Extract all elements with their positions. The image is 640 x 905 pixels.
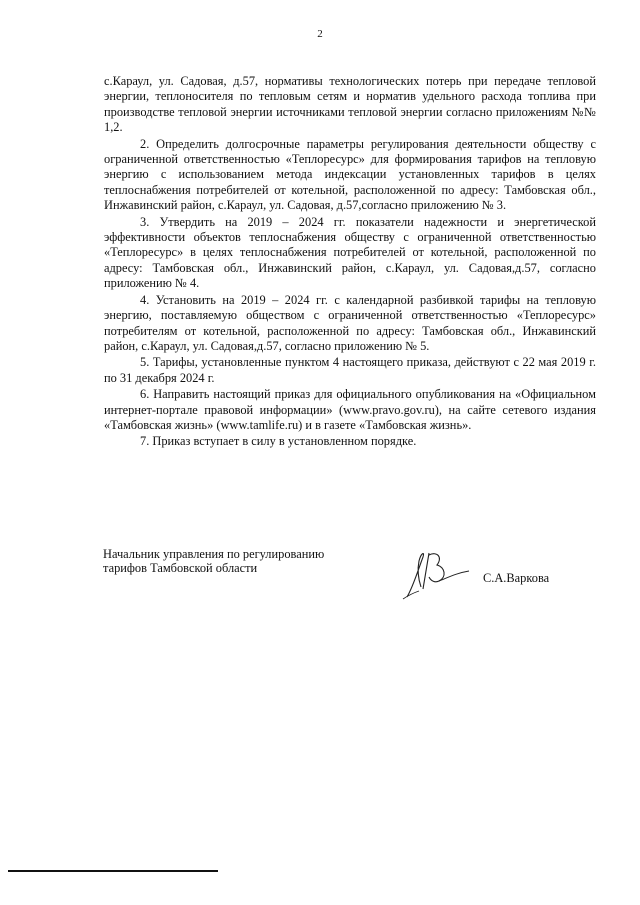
- signatory-title: [103, 547, 403, 575]
- paragraph-item-4: 4. Установить на 2019 – 2024 гг. с календарной разбивкой тарифы на тепловую энергию, поставляемую обществом с ограниченной ответственностью «Теплоресурс» потребителям от котельной, расположенной по адресу: Тамбовская обл., Инжавинский район, с.Караул, ул. Садовая,д.57, согласно приложению № 5.: [104, 292, 596, 353]
- paragraph-continuation: с.Караул, ул. Садовая, д.57, нормативы технологических потерь при передаче тепловой энергии, теплоносителя по тепловым сетям и норматив удельного расхода топлива при производстве тепловой энергии источниками тепловой энергии согласно приложениям №№ 1,2.: [104, 74, 596, 135]
- page-number: 2: [317, 28, 323, 40]
- paragraph-item-5: 5. Тарифы, установленные пунктом 4 настоящего приказа, действуют с 22 мая 2019 г. по 31 декабря 2024 г.: [104, 355, 596, 385]
- footer-rule: [8, 870, 218, 872]
- paragraph-item-3: 3. Утвердить на 2019 – 2024 гг. показатели надежности и энергетической эффективности объектов теплоснабжения обществу с ограниченной ответственностью «Теплоресурс» в целях теплоснабжения потребителей от котельной, расположенной по адресу: Тамбовская обл., Инжавинский район, с.Караул, ул. Садовая,д.57, согласно приложению № 4.: [104, 214, 596, 291]
- signatory-title-line-2: тарифов Тамбовской области: [103, 561, 258, 575]
- paragraph-item-6: 6. Направить настоящий приказ для официального опубликования на «Официальном интернет-портале правовой информации» (www.pravo.gov.ru), на сайте сетевого издания «Тамбовская жизнь» (www.tamlife.ru) и в газете «Тамбовская жизнь».: [104, 387, 596, 432]
- document-body: [104, 74, 596, 450]
- signatory-name: С.А.Варкова: [483, 571, 550, 585]
- handwritten-signature: [399, 547, 473, 601]
- signatory-title-line-1: Начальник управления по регулированию: [103, 547, 325, 561]
- paragraph-item-2: 2. Определить долгосрочные параметры регулирования деятельности обществу с ограниченной ответственностью «Теплоресурс» для формирования тарифов на тепловую энергию с использованием метода индексации установленных тарифов в целях теплоснабжения потребителей от котельной, расположенной по адресу: Тамбовская обл., Инжавинский район, с.Караул, ул. Садовая, д.57,согласно приложению № 3.: [104, 136, 596, 213]
- signature-block: [103, 547, 603, 617]
- paragraph-item-7: 7. Приказ вступает в силу в установленном порядке.: [140, 434, 417, 449]
